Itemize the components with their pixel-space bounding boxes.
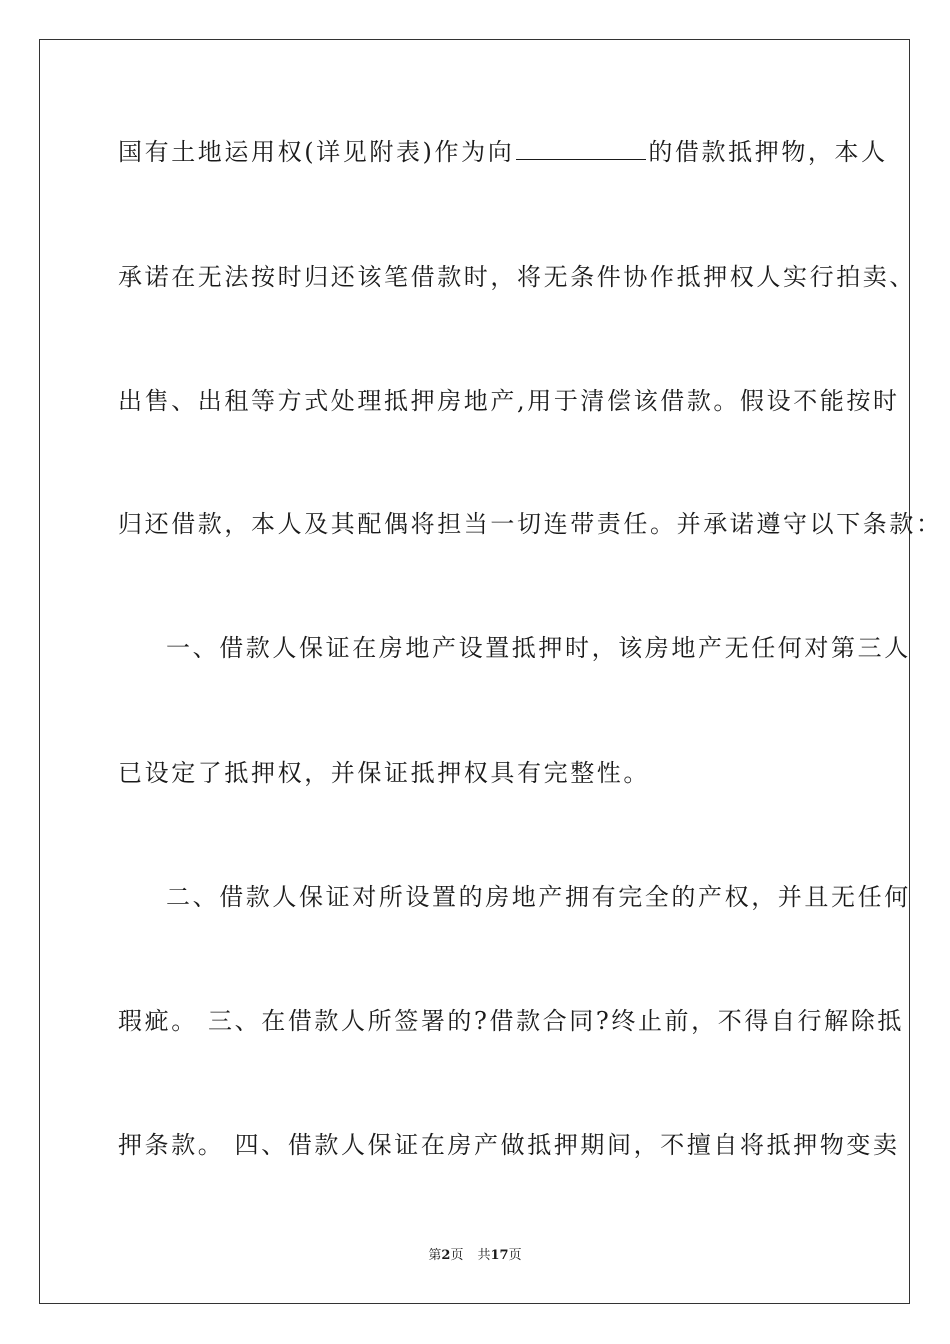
page-number: 2 (441, 1248, 451, 1263)
total-suffix: 页 (508, 1248, 522, 1263)
text-line-2: 承诺在无法按时归还该笔借款时，将无条件协作抵押权人实行拍卖、 (118, 263, 916, 291)
page-suffix: 页 (450, 1248, 464, 1263)
clause-2-start: 二、借款人保证对所设置的房地产拥有完全的产权，并且无任何 (166, 883, 911, 911)
text-line-9: 押条款。 四、借款人保证在房产做抵押期间，不擅自将抵押物变卖 (118, 1131, 900, 1159)
text-line-8: 瑕疵。 三、在借款人所签署的?借款合同?终止前，不得自行解除抵 (118, 1007, 904, 1035)
text-line-4: 归还借款，本人及其配偶将担当一切连带责任。并承诺遵守以下条款： (118, 510, 943, 538)
text-line-1 (118, 137, 888, 167)
total-pages: 17 (490, 1248, 509, 1263)
page-border (39, 39, 943, 1304)
page-prefix: 第 (428, 1248, 442, 1263)
text-segment: 国有土地运用权(详见附表)作为向 (118, 138, 515, 166)
fill-in-blank (516, 137, 646, 160)
text-line-6: 已设定了抵押权，并保证抵押权具有完整性。 (118, 759, 650, 787)
total-prefix: 共 (477, 1248, 491, 1263)
clause-1-start: 一、借款人保证在房地产设置抵押时，该房地产无任何对第三人 (166, 634, 911, 662)
text-segment: 的借款抵押物，本人 (648, 138, 888, 166)
page-footer (0, 1247, 950, 1265)
text-line-3: 出售、出租等方式处理抵押房地产,用于清偿该借款。假设不能按时 (118, 387, 900, 415)
